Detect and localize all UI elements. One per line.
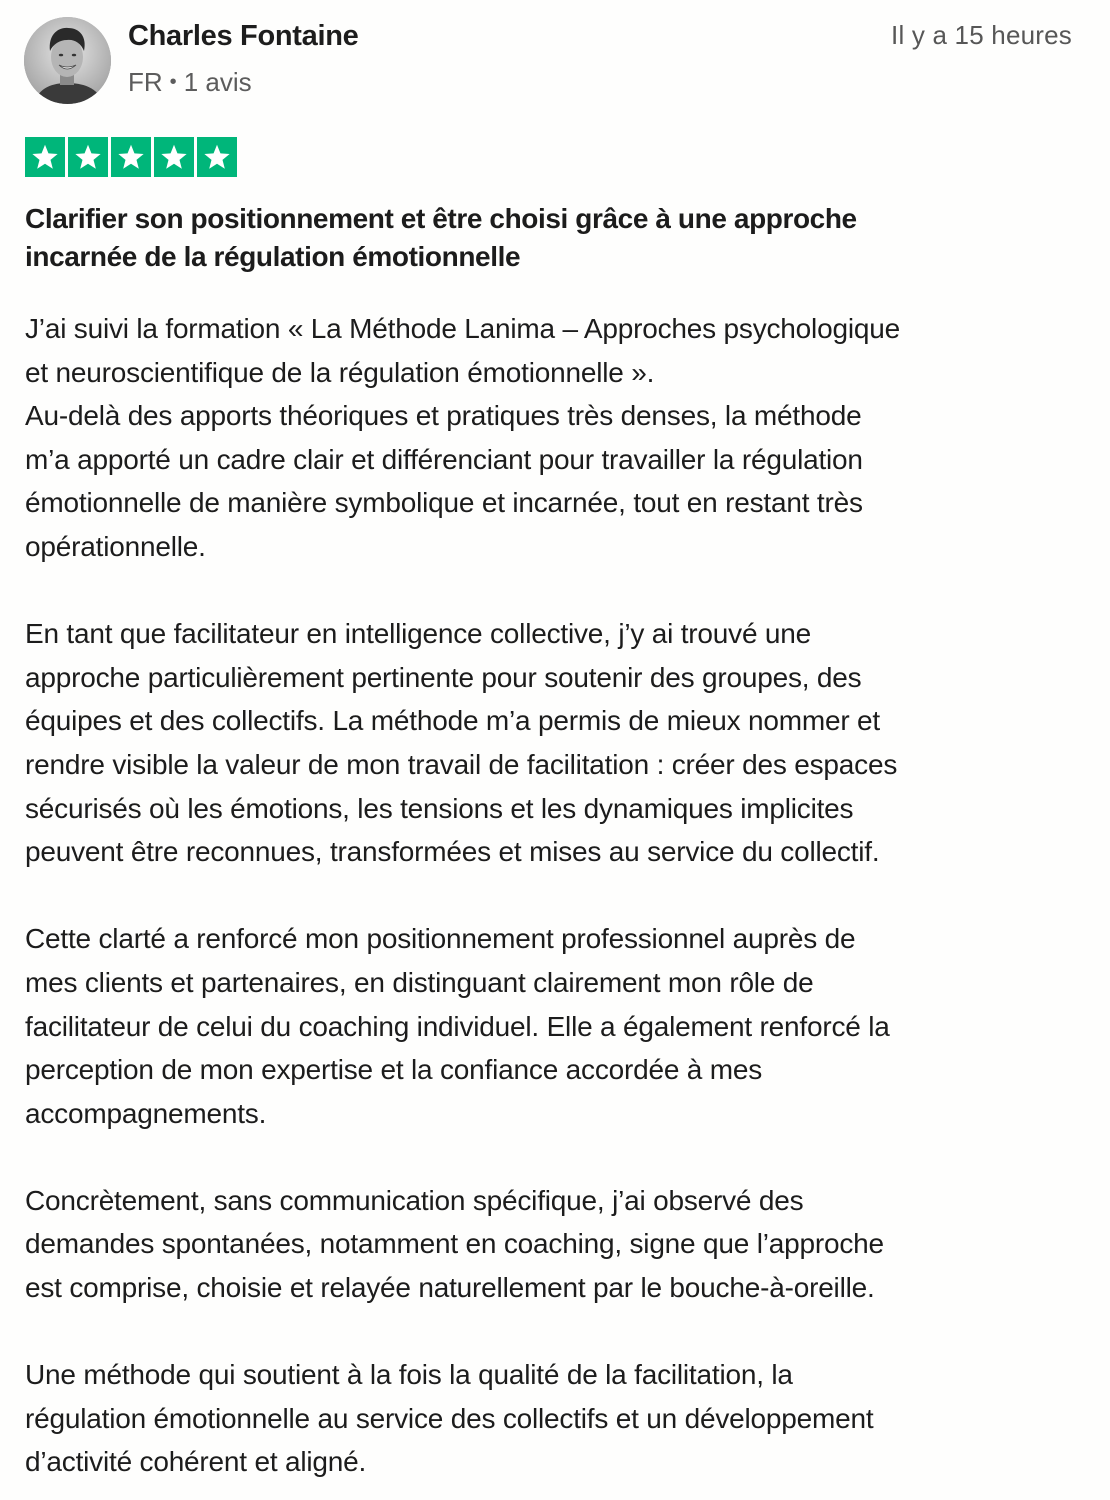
star-box <box>25 137 65 177</box>
reviewer-name[interactable]: Charles Fontaine <box>128 20 359 52</box>
text-line: accompagnements. <box>25 1097 267 1129</box>
text-line: mes clients et partenaires, en distinguant clairement mon rôle de <box>25 966 814 998</box>
text-line: régulation émotionnelle au service des collectifs et un développement <box>25 1402 874 1434</box>
text-line: équipes et des collectifs. La méthode m’a permis de mieux nommer et <box>25 705 881 737</box>
star-box <box>111 137 151 177</box>
review-paragraph <box>25 307 1095 569</box>
text-line: rendre visible la valeur de mon travail de facilitation : créer des espaces <box>25 748 898 780</box>
text-line: m’a apporté un cadre clair et différenciant pour travailler la régulation <box>25 443 863 475</box>
text-line: émotionnelle de manière symbolique et incarnée, tout en restant très <box>25 487 863 519</box>
star-icon <box>159 142 189 172</box>
review-date: Il y a 15 heures <box>891 20 1072 50</box>
text-line: d’activité cohérent et aligné. <box>25 1446 367 1478</box>
avatar-photo-icon <box>24 17 111 104</box>
star-icon <box>202 142 232 172</box>
review-body <box>25 307 1095 1484</box>
review-title-line: incarnée de la régulation émotionnelle <box>25 241 521 272</box>
star-icon <box>73 142 103 172</box>
text-line: facilitateur de celui du coaching individuel. Elle a également renforcé la <box>25 1010 890 1042</box>
review-paragraph <box>25 1353 1095 1484</box>
text-line: sécurisés où les émotions, les tensions et les dynamiques implicites <box>25 792 854 824</box>
star-rating <box>25 137 237 177</box>
star-box <box>154 137 194 177</box>
text-line: est comprise, choisie et relayée naturellement par le bouche-à-oreille. <box>25 1272 875 1304</box>
text-line: perception de mon expertise et la confiance accordée à mes <box>25 1054 763 1086</box>
reviewer-meta <box>128 67 252 98</box>
reviewer-country: FR <box>128 67 163 97</box>
review-title-line: Clarifier son positionnement et être choisi grâce à une approche <box>25 203 857 234</box>
text-line: Cette clarté a renforcé mon positionnement professionnel auprès de <box>25 923 856 955</box>
review-paragraph <box>25 612 1095 874</box>
star-box <box>68 137 108 177</box>
text-line: Une méthode qui soutient à la fois la qualité de la facilitation, la <box>25 1359 793 1391</box>
reviewer-review-count: 1 avis <box>183 67 252 97</box>
star-box <box>197 137 237 177</box>
text-line: approche particulièrement pertinente pour soutenir des groupes, des <box>25 661 862 693</box>
text-line: J’ai suivi la formation « La Méthode Lanima – Approches psychologique <box>25 313 900 344</box>
review-paragraph <box>25 1179 1095 1310</box>
text-line: demandes spontanées, notamment en coaching, signe que l’approche <box>25 1228 884 1260</box>
text-line: opérationnelle. <box>25 530 206 562</box>
review-title[interactable] <box>25 200 1085 276</box>
text-line: Concrètement, sans communication spécifique, j’ai observé des <box>25 1184 804 1216</box>
star-icon <box>116 142 146 172</box>
text-line: Au-delà des apports théoriques et pratiques très denses, la méthode <box>25 400 862 432</box>
text-line: et neuroscientifique de la régulation émotionnelle ». <box>25 356 655 388</box>
meta-separator: • <box>169 71 177 93</box>
text-line: En tant que facilitateur en intelligence collective, j’y ai trouvé une <box>25 618 812 650</box>
reviewer-avatar[interactable] <box>24 17 111 104</box>
review-paragraph <box>25 917 1095 1135</box>
text-line: peuvent être reconnues, transformées et mises au service du collectif. <box>25 836 880 868</box>
star-icon <box>30 142 60 172</box>
